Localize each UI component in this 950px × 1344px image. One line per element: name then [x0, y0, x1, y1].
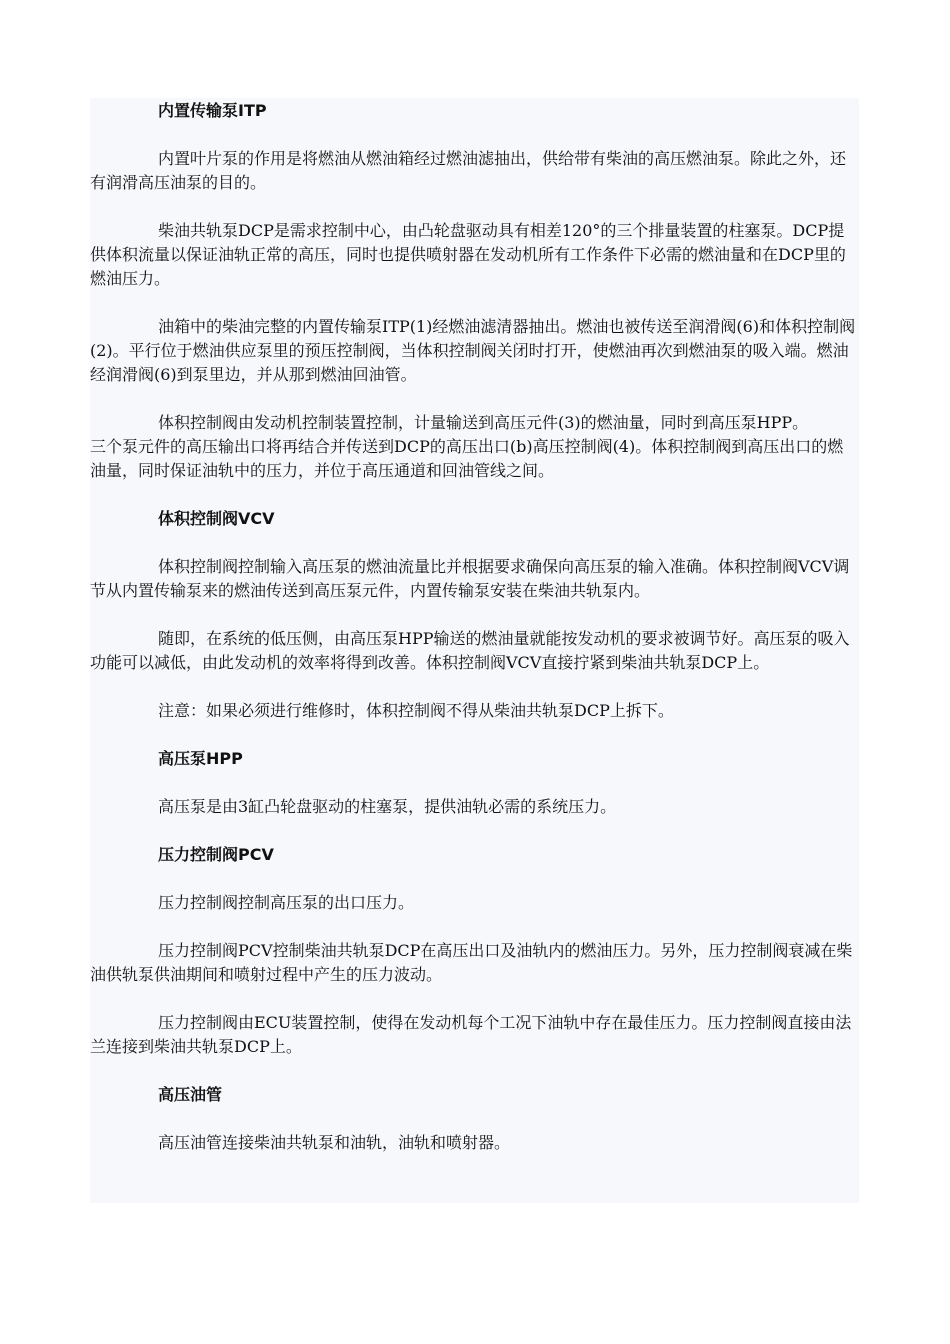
paragraph-itp-5: 三个泵元件的高压输出口将再结合并传送到DCP的高压出口(b)高压控制阀(4)。体积控制阀到高压出口的燃油量，同时保证油轨中的压力，并位于高压通道和回油管线之间。	[90, 437, 844, 480]
paragraph-itp-1: 内置叶片泵的作用是将燃油从燃油箱经过燃油滤抽出，供给带有柴油的高压燃油泵。除此之外，还有润滑高压油泵的目的。	[90, 149, 847, 192]
heading-pipe: 高压油管	[158, 1085, 223, 1104]
document-body	[90, 98, 859, 1203]
paragraph-pcv-3: 压力控制阀由ECU装置控制，使得在发动机每个工况下油轨中存在最佳压力。压力控制阀直接由法兰连接到柴油共轨泵DCP上。	[90, 1013, 852, 1056]
paragraph-vcv-note: 注意：如果必须进行维修时，体积控制阀不得从柴油共轨泵DCP上拆下。	[158, 701, 674, 720]
paragraph-pcv-1: 压力控制阀控制高压泵的出口压力。	[158, 893, 415, 912]
paragraph-itp-4: 体积控制阀由发动机控制装置控制，计量输送到高压元件(3)的燃油量，同时到高压泵HPP。	[158, 413, 809, 432]
heading-hpp: 高压泵HPP	[158, 749, 243, 768]
heading-itp: 内置传输泵ITP	[158, 101, 267, 120]
paragraph-vcv-2: 随即，在系统的低压侧，由高压泵HPP输送的燃油量就能按发动机的要求被调节好。高压泵的吸入功能可以减低，由此发动机的效率将得到改善。体积控制阀VCV直接拧紧到柴油共轨泵DCP上。	[90, 629, 850, 672]
paragraph-pipe-1: 高压油管连接柴油共轨泵和油轨，油轨和喷射器。	[158, 1133, 511, 1152]
paragraph-itp-2: 柴油共轨泵DCP是需求控制中心，由凸轮盘驱动具有相差120°的三个排量装置的柱塞泵。DCP提供体积流量以保证油轨正常的高压，同时也提供喷射器在发动机所有工作条件下必需的燃油量和在DCP里的燃油压力。	[90, 221, 846, 288]
heading-pcv: 压力控制阀PCV	[158, 845, 274, 864]
heading-vcv: 体积控制阀VCV	[158, 509, 275, 528]
paragraph-pcv-2: 压力控制阀PCV控制柴油共轨泵DCP在高压出口及油轨内的燃油压力。另外，压力控制阀衰减在柴油供轨泵供油期间和喷射过程中产生的压力波动。	[90, 941, 853, 984]
paragraph-itp-3: 油箱中的柴油完整的内置传输泵ITP(1)经燃油滤清器抽出。燃油也被传送至润滑阀(6)和体积控制阀(2)。平行位于燃油供应泵里的预压控制阀，当体积控制阀关闭时打开，使燃油再次到燃油泵的吸入端。燃油经润滑阀(6)到泵里边，并从那到燃油回油管。	[90, 317, 856, 384]
paragraph-vcv-1: 体积控制阀控制输入高压泵的燃油流量比并根据要求确保向高压泵的输入准确。体积控制阀VCV调节从内置传输泵来的燃油传送到高压泵元件，内置传输泵安装在柴油共轨泵内。	[90, 557, 850, 600]
paragraph-hpp-1: 高压泵是由3缸凸轮盘驱动的柱塞泵，提供油轨必需的系统压力。	[158, 797, 617, 816]
